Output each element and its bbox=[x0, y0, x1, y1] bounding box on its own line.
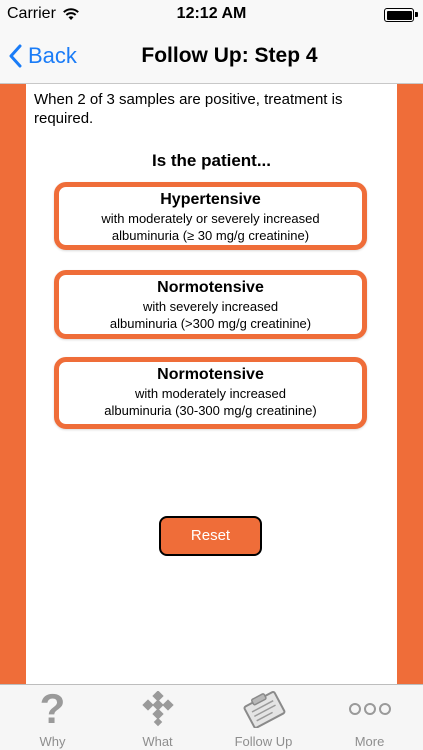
option-title: Normotensive bbox=[157, 279, 264, 296]
tab-follow-up[interactable] bbox=[211, 685, 316, 750]
status-bar bbox=[0, 0, 423, 28]
tab-bar bbox=[0, 684, 423, 750]
tab-label: What bbox=[142, 734, 173, 749]
option-description: with moderately or severely increased bbox=[101, 211, 320, 226]
carrier-label: Carrier bbox=[7, 5, 56, 22]
option-hypertensive-button[interactable] bbox=[54, 182, 367, 250]
more-dots-icon bbox=[317, 689, 422, 729]
reset-button[interactable]: Reset bbox=[159, 516, 262, 556]
option-description: albuminuria (≥ 30 mg/g creatinine) bbox=[111, 228, 310, 243]
back-label: Back bbox=[28, 43, 77, 68]
tab-more[interactable] bbox=[317, 685, 422, 750]
question-heading: Is the patient... bbox=[151, 151, 272, 170]
option-description: albuminuria (>300 mg/g creatinine) bbox=[109, 316, 312, 331]
tab-label: Why bbox=[39, 734, 66, 749]
intro-text: When 2 of 3 samples are positive, treatment is required. bbox=[34, 91, 343, 127]
option-description: albuminuria (30-300 mg/g creatinine) bbox=[104, 403, 317, 418]
content-area bbox=[0, 84, 423, 684]
status-time: 12:12 AM bbox=[176, 5, 247, 22]
tab-why[interactable] bbox=[0, 685, 105, 750]
option-description: with severely increased bbox=[142, 299, 279, 314]
page-title: Follow Up: Step 4 bbox=[141, 44, 318, 67]
option-normotensive-moderate-button[interactable] bbox=[54, 357, 367, 429]
content-panel bbox=[26, 84, 397, 684]
tab-what[interactable] bbox=[105, 685, 210, 750]
clipboard-icon bbox=[211, 689, 316, 729]
navigation-bar bbox=[0, 28, 423, 84]
option-normotensive-severe-button[interactable] bbox=[54, 270, 367, 339]
option-title: Hypertensive bbox=[160, 191, 261, 208]
tab-label: More bbox=[354, 734, 385, 749]
question-mark-icon: ? bbox=[39, 685, 66, 732]
diamond-grid-icon bbox=[105, 689, 210, 729]
tab-label: Follow Up bbox=[234, 734, 293, 749]
option-description: with moderately increased bbox=[134, 386, 287, 401]
option-title: Normotensive bbox=[157, 366, 264, 383]
battery-icon bbox=[384, 8, 414, 22]
